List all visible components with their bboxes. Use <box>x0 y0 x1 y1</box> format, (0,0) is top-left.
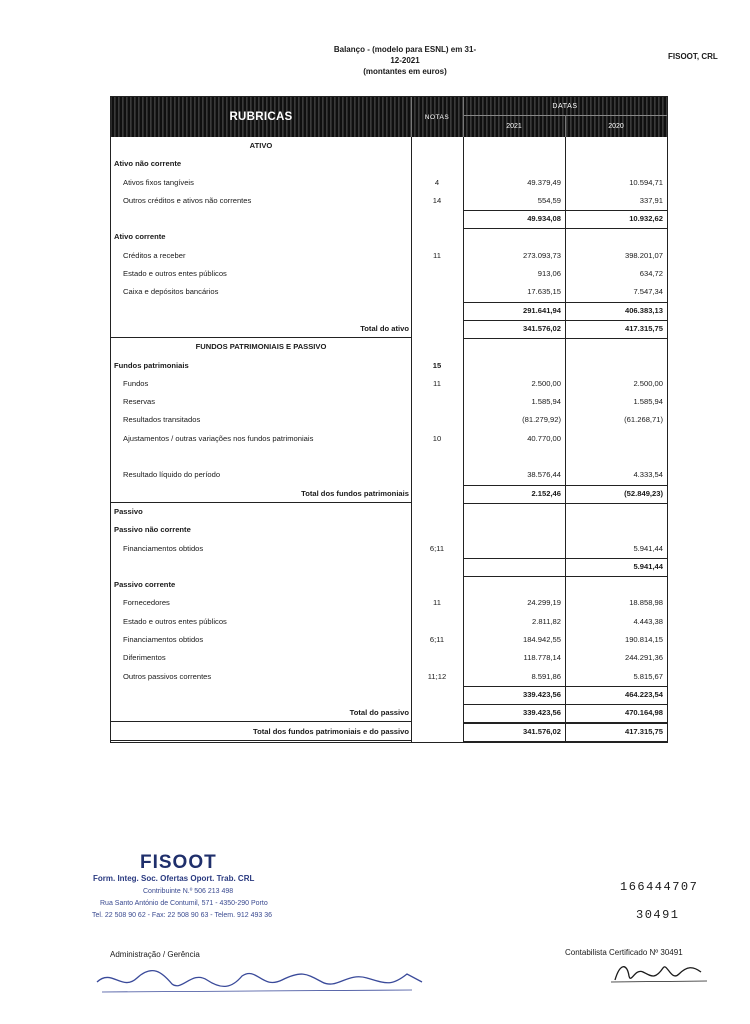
row-label: Ativos fixos tangíveis <box>123 177 194 187</box>
value-2020: 7.547,34 <box>633 287 663 297</box>
row-label: Passivo <box>114 506 143 516</box>
header-notas: NOTAS <box>424 113 450 121</box>
value-2021: 341.576,02 <box>522 323 561 333</box>
title-line-1: Balanço - (modelo para ESNL) em 31- <box>333 45 477 54</box>
row-note: 11 <box>433 378 441 388</box>
row-label: Outros créditos e ativos não correntes <box>123 195 252 205</box>
header-divider <box>411 97 412 137</box>
value-2020: (52.849,23) <box>624 488 663 498</box>
table-row <box>111 686 667 704</box>
row-label: Ativo não corrente <box>114 159 182 169</box>
table-row <box>111 613 667 631</box>
value-2020: 5.941,44 <box>633 561 663 571</box>
table-row <box>111 210 667 228</box>
title-line-2: 12-2021 <box>390 56 420 65</box>
table-row <box>111 283 667 301</box>
accountant-label: Contabilista Certificado Nº 30491 <box>565 948 683 957</box>
table-row <box>111 228 667 246</box>
value-2020: 190.814,15 <box>624 635 663 645</box>
row-label: Diferimentos <box>123 653 166 663</box>
row-label: Total dos fundos patrimoniais <box>301 488 409 498</box>
header-year-2020: 2020 <box>608 122 624 130</box>
table-row <box>111 320 667 338</box>
value-2020: 464.223,54 <box>624 689 663 699</box>
row-note: 4 <box>434 177 440 187</box>
row-label: Ajustamentos / outras variações nos fundos patrimoniais <box>123 433 314 443</box>
report-title <box>300 44 510 77</box>
value-2021: 118.778,14 <box>523 653 561 663</box>
table-row <box>111 466 667 484</box>
row-label: FUNDOS PATRIMONIAIS E PASSIVO <box>195 342 327 352</box>
row-label: Total do ativo <box>360 323 409 333</box>
row-label: Total do passivo <box>349 708 409 718</box>
row-label: Outros passivos correntes <box>123 671 212 681</box>
value-2021: (81.279,92) <box>522 415 561 425</box>
value-2020: 470.164,98 <box>624 708 663 718</box>
value-2021: 24.299,19 <box>527 598 561 608</box>
table-row <box>111 540 667 558</box>
row-label: Fundos <box>123 378 149 388</box>
row-label: Fornecedores <box>123 598 170 608</box>
accountant-signature <box>605 958 715 988</box>
row-note: 10 <box>432 433 442 443</box>
value-2020: (61.268,71) <box>624 415 663 425</box>
table-row <box>111 723 667 741</box>
value-2021: 2.500,00 <box>531 378 561 388</box>
row-label: Créditos a receber <box>123 250 186 260</box>
value-2020: 398.201,07 <box>624 250 663 260</box>
table-row <box>111 631 667 649</box>
table-row <box>111 393 667 411</box>
table-row <box>111 411 667 429</box>
row-note: 11 <box>433 250 441 260</box>
header-datas: DATAS <box>463 97 667 116</box>
admin-label: Administração / Gerência <box>110 950 200 959</box>
logo-subtitle: Form. Integ. Soc. Ofertas Oport. Trab. CRL <box>93 874 255 883</box>
table-row <box>111 155 667 173</box>
table-row <box>111 503 667 521</box>
value-2021: 2.152,46 <box>531 488 561 498</box>
table-body <box>111 137 667 741</box>
row-label: Passivo não corrente <box>114 525 191 535</box>
row-label: Financiamentos obtidos <box>123 635 204 645</box>
value-2021: 554,59 <box>537 195 561 205</box>
table-row <box>111 375 667 393</box>
table-row <box>111 247 667 265</box>
admin-signature <box>92 962 432 998</box>
value-2020: 5.941,44 <box>633 543 663 553</box>
stamp-address: Rua Santo António de Contumil, 571 - 4350-290 Porto <box>100 900 268 907</box>
value-2020: 10.932,62 <box>629 214 663 224</box>
row-label: ATIVO <box>249 141 273 150</box>
value-2021: 17.635,15 <box>527 287 561 297</box>
stamp-number: 166444707 <box>620 880 699 894</box>
value-2020: 4.333,54 <box>633 470 663 480</box>
value-2020: 417.315,75 <box>624 323 663 333</box>
value-2020: 4.443,38 <box>633 616 663 626</box>
row-note: 14 <box>432 195 442 205</box>
row-label: Passivo corrente <box>114 580 176 590</box>
table-row <box>111 192 667 210</box>
value-2021: 40.770,00 <box>527 433 561 443</box>
value-2021: 49.379,49 <box>527 177 561 187</box>
row-note: 6;11 <box>429 635 445 645</box>
table-row <box>111 302 667 320</box>
row-label: Caixa e depósitos bancários <box>123 287 219 297</box>
value-2021: 1.585,94 <box>531 397 561 407</box>
row-label: Resultados transitados <box>123 415 201 425</box>
value-2020: 1.585,94 <box>633 397 663 407</box>
table-row <box>111 521 667 539</box>
table-row <box>111 576 667 594</box>
value-2021: 38.576,44 <box>527 470 561 480</box>
table-row <box>111 265 667 283</box>
row-label: Estado e outros entes públicos <box>123 616 227 626</box>
row-label: Reservas <box>123 397 156 407</box>
stamp-taxpayer: Contribuinte N.º 506 213 498 <box>143 888 234 895</box>
table-row <box>111 357 667 375</box>
value-2021: 339.423,56 <box>522 689 561 699</box>
row-label: Ativo corrente <box>114 232 166 242</box>
header-rubricas: RUBRICAS <box>229 111 293 123</box>
value-2020: 2.500,00 <box>633 378 663 388</box>
table-row <box>111 137 667 155</box>
value-2021: 339.423,56 <box>522 708 561 718</box>
stamp-phone: Tel. 22 508 90 62 - Fax: 22 508 90 63 - Telem. 912 493 36 <box>92 912 273 919</box>
value-2021: 291.641,94 <box>522 305 561 315</box>
row-label: Total dos fundos patrimoniais e do passivo <box>253 726 409 736</box>
value-2020: 5.815,67 <box>633 671 663 681</box>
title-line-3: (montantes em euros) <box>363 67 447 76</box>
row-note: 11 <box>433 598 441 608</box>
value-2021: 2.811,82 <box>532 616 561 626</box>
header-year-2021: 2021 <box>506 122 522 130</box>
value-2020: 337,91 <box>639 195 663 205</box>
header-divider <box>463 97 464 137</box>
row-label: Resultado líquido do período <box>123 470 221 480</box>
balance-sheet-table <box>110 96 668 743</box>
table-row <box>111 704 667 722</box>
row-label: Estado e outros entes públicos <box>123 269 227 279</box>
row-label: Financiamentos obtidos <box>123 543 204 553</box>
value-2020: 10.594,71 <box>629 177 663 187</box>
company-name: FISOOT, CRL <box>668 52 718 61</box>
value-2021: 913,06 <box>537 269 561 279</box>
value-2021: 8.591,86 <box>531 671 561 681</box>
value-2020: 406.383,13 <box>624 305 663 315</box>
fisoot-logo: FISOOT <box>140 852 217 873</box>
value-2020: 18.858,98 <box>629 598 663 608</box>
table-row <box>111 649 667 667</box>
row-note: 11;12 <box>427 671 447 681</box>
table-row <box>111 558 667 576</box>
table-row <box>111 594 667 612</box>
value-2021: 341.576,02 <box>522 726 561 736</box>
header-divider <box>565 115 566 137</box>
value-2021: 273.093,73 <box>522 250 561 260</box>
table-row <box>111 448 667 466</box>
row-note: 15 <box>432 360 442 370</box>
row-label: Fundos patrimoniais <box>114 360 189 370</box>
table-row <box>111 174 667 192</box>
value-2021: 184.942,55 <box>522 635 561 645</box>
row-note: 6;11 <box>429 543 445 553</box>
table-row <box>111 668 667 686</box>
table-row <box>111 430 667 448</box>
value-2021: 49.934,08 <box>527 214 561 224</box>
value-2020: 244.291,36 <box>624 653 663 663</box>
stamp-number-secondary: 30491 <box>636 908 680 922</box>
table-row <box>111 485 667 503</box>
value-2020: 417.315,75 <box>624 726 663 736</box>
value-2020: 634,72 <box>639 269 663 279</box>
table-row <box>111 338 667 356</box>
